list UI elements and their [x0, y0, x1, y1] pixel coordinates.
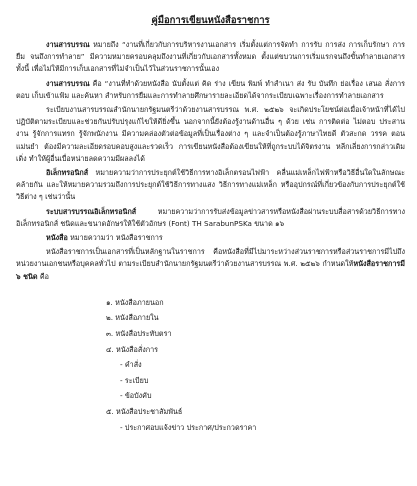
paragraph-nangsue: [16, 232, 405, 244]
paragraph-2-text: คือ “งานที่ทำด้วยหนังสือ นับตั้งแต่ คิด ร่าง เขียน พิมพ์ ทำสำเนา ส่ง รับ บันทึก ย่อเรื่อง เสนอ สั่งการ ตอบ เก็บเข้าแฟ้ม และค้นหา สำหรับการยืมและการทำลายศึกษารายละเอียดได้จากระเบียบเฉพาะเรื่องการทำลายเอกสาร: [16, 78, 405, 100]
paragraph-definition-2: [16, 78, 405, 102]
sub-list-item: - ระเบียบ: [120, 375, 149, 385]
six-types-bold: หนังสือราชการมี ๖ ชนิด: [16, 259, 405, 281]
list-item: ๕. หนังสือประชาสัมพันธ์: [106, 407, 183, 417]
paragraph-7-text: หนังสือราชการเป็นเอกสารที่เป็นหลักฐานในราชการ คือหนังสือที่มีไปมาระหว่างส่วนราชการหรือส่วนราชการมีไปถึงหน่วยงานเอกชนหรือบุคคลทั่วไป ตามระเบียบสำนักนายกรัฐมนตรีว่าด้วยงานสารบรรณ พ.ศ. ๒๕๒๖ กำหนดให้: [16, 247, 405, 269]
paragraph-electronic: [16, 167, 405, 204]
paragraph-4-text: หมายความว่าการประยุกต์ใช้วิธีการทางอิเล็กตรอนไฟฟ้า คลื่นแม่เหล็กไฟฟ้าหรือวิธีอื่นใดในลักษณะคล้ายกัน และให้หมายความรวมถึงการประยุกต์ใช้วิธีการทางแสง วิธีการทางแม่เหล็ก หรืออุปกรณ์ที่เกี่ยวข้องกับการประยุกต์ใช้วิธีต่าง ๆ เช่นว่านั้น: [16, 168, 405, 202]
paragraph-definition-1: [16, 39, 405, 76]
term-saraban-2: งานสารบรรณ: [46, 78, 90, 88]
sub-list-item: - ข้อบังคับ: [120, 391, 152, 401]
letter-types-list: [16, 295, 405, 435]
term-e-saraban: ระบบสารบรรณอิเล็กทรอนิกส์: [46, 206, 137, 216]
paragraph-7-tail: คือ: [37, 271, 49, 281]
paragraph-e-saraban: [16, 206, 405, 230]
list-item: ๒. หนังสือภายใน: [106, 313, 159, 323]
paragraph-1-text: หมายถึง “งานที่เกี่ยวกับการบริหารงานเอกสาร เริ่มตั้งแต่การจัดทำ การรับ การส่ง การเก็บรักษา การยืม จนถึงการทำลาย” มีความหมายครอบคลุมถึงงานที่เกี่ยวกับเอกสารทั้งหมด ตั้งแต่ขบวนการเริ่มแรกจนถึงขั้นทำลายเอกสาร ทั้งนี้ เพื่อไม่ให้มีการเก็บเอกสารที่ไม่จำเป็นไว้ในส่วนราชการนั้นเอง: [16, 40, 405, 74]
paragraph-6-text: หมายความว่า หนังสือราชการ: [67, 233, 163, 243]
list-item: ๓. หนังสือประทับตรา: [106, 329, 172, 339]
paragraph-regulation: ระเบียบงานสารบรรณสำนักนายกรัฐมนตรีว่าด้วยงานสารบรรณ พ.ศ. ๒๕๒๖ จะเกิดประโยชน์ต่อเมื่อเจ้าหน้าที่ได้ไปปฏิบัติตามระเบียบและช่วยกันปรับปรุงแก้ไขให้ดียิ่งขึ้น นอกจากนี้ยังต้องรู้งานด้านอื่น ๆ ด้วย เช่น การติดต่อ ไม่ตอบ ประสานงาน รู้จักการแทรก รู้จักพนักงาน มีความคล่องตัวต่อข้อมูลที่เป็นเรื่องต่าง ๆ และจำเป็นต้องรู้ภาษาไทยดี ตัวสะกด วรรค ตอน แม่นยำ ต้องมีความละเอียดรอบคอบสูงและรวดเร็ว การเขียนหนังสือต้องเขียนให้ที่ถูกระบบได้จิตรงาน หลีกเลี่ยงการกล่าวเดิมเดิ่ง ทำให้ผู้อื่นเบื่อหน่ายลดความมีผลลงได้: [16, 105, 405, 163]
page-title: คู่มือการเขียนหนังสือราชการ: [151, 15, 270, 26]
term-nangsue: หนังสือ: [46, 233, 68, 243]
list-item: ๔. หนังสือสั่งการ: [106, 344, 159, 354]
term-electronic: อิเล็กทรอนิกส์: [46, 168, 89, 178]
sub-list-item: - ประกาศอบแจ้งข่าว ประกาศ/ประกวดราคา: [120, 422, 257, 432]
sub-list-item: - คำสั่ง: [120, 360, 142, 370]
term-saraban-1: งานสารบรรณ: [46, 40, 90, 49]
list-item: ๑. หนังสือภายนอก: [106, 297, 164, 307]
paragraph-5-text: หมายความว่าการรับส่งข้อมูลข่าวสารหรือหนังสือผ่านระบบสื่อสารด้วยวิธีการทางอิเล็กทรอนิกส์ ชนิดและขนาดอักษรให้ใช้ตัวอักษร (Font) TH SarabunPSKa ขนาด ๑๖: [16, 206, 405, 228]
paragraph-official-letters: [16, 246, 405, 283]
